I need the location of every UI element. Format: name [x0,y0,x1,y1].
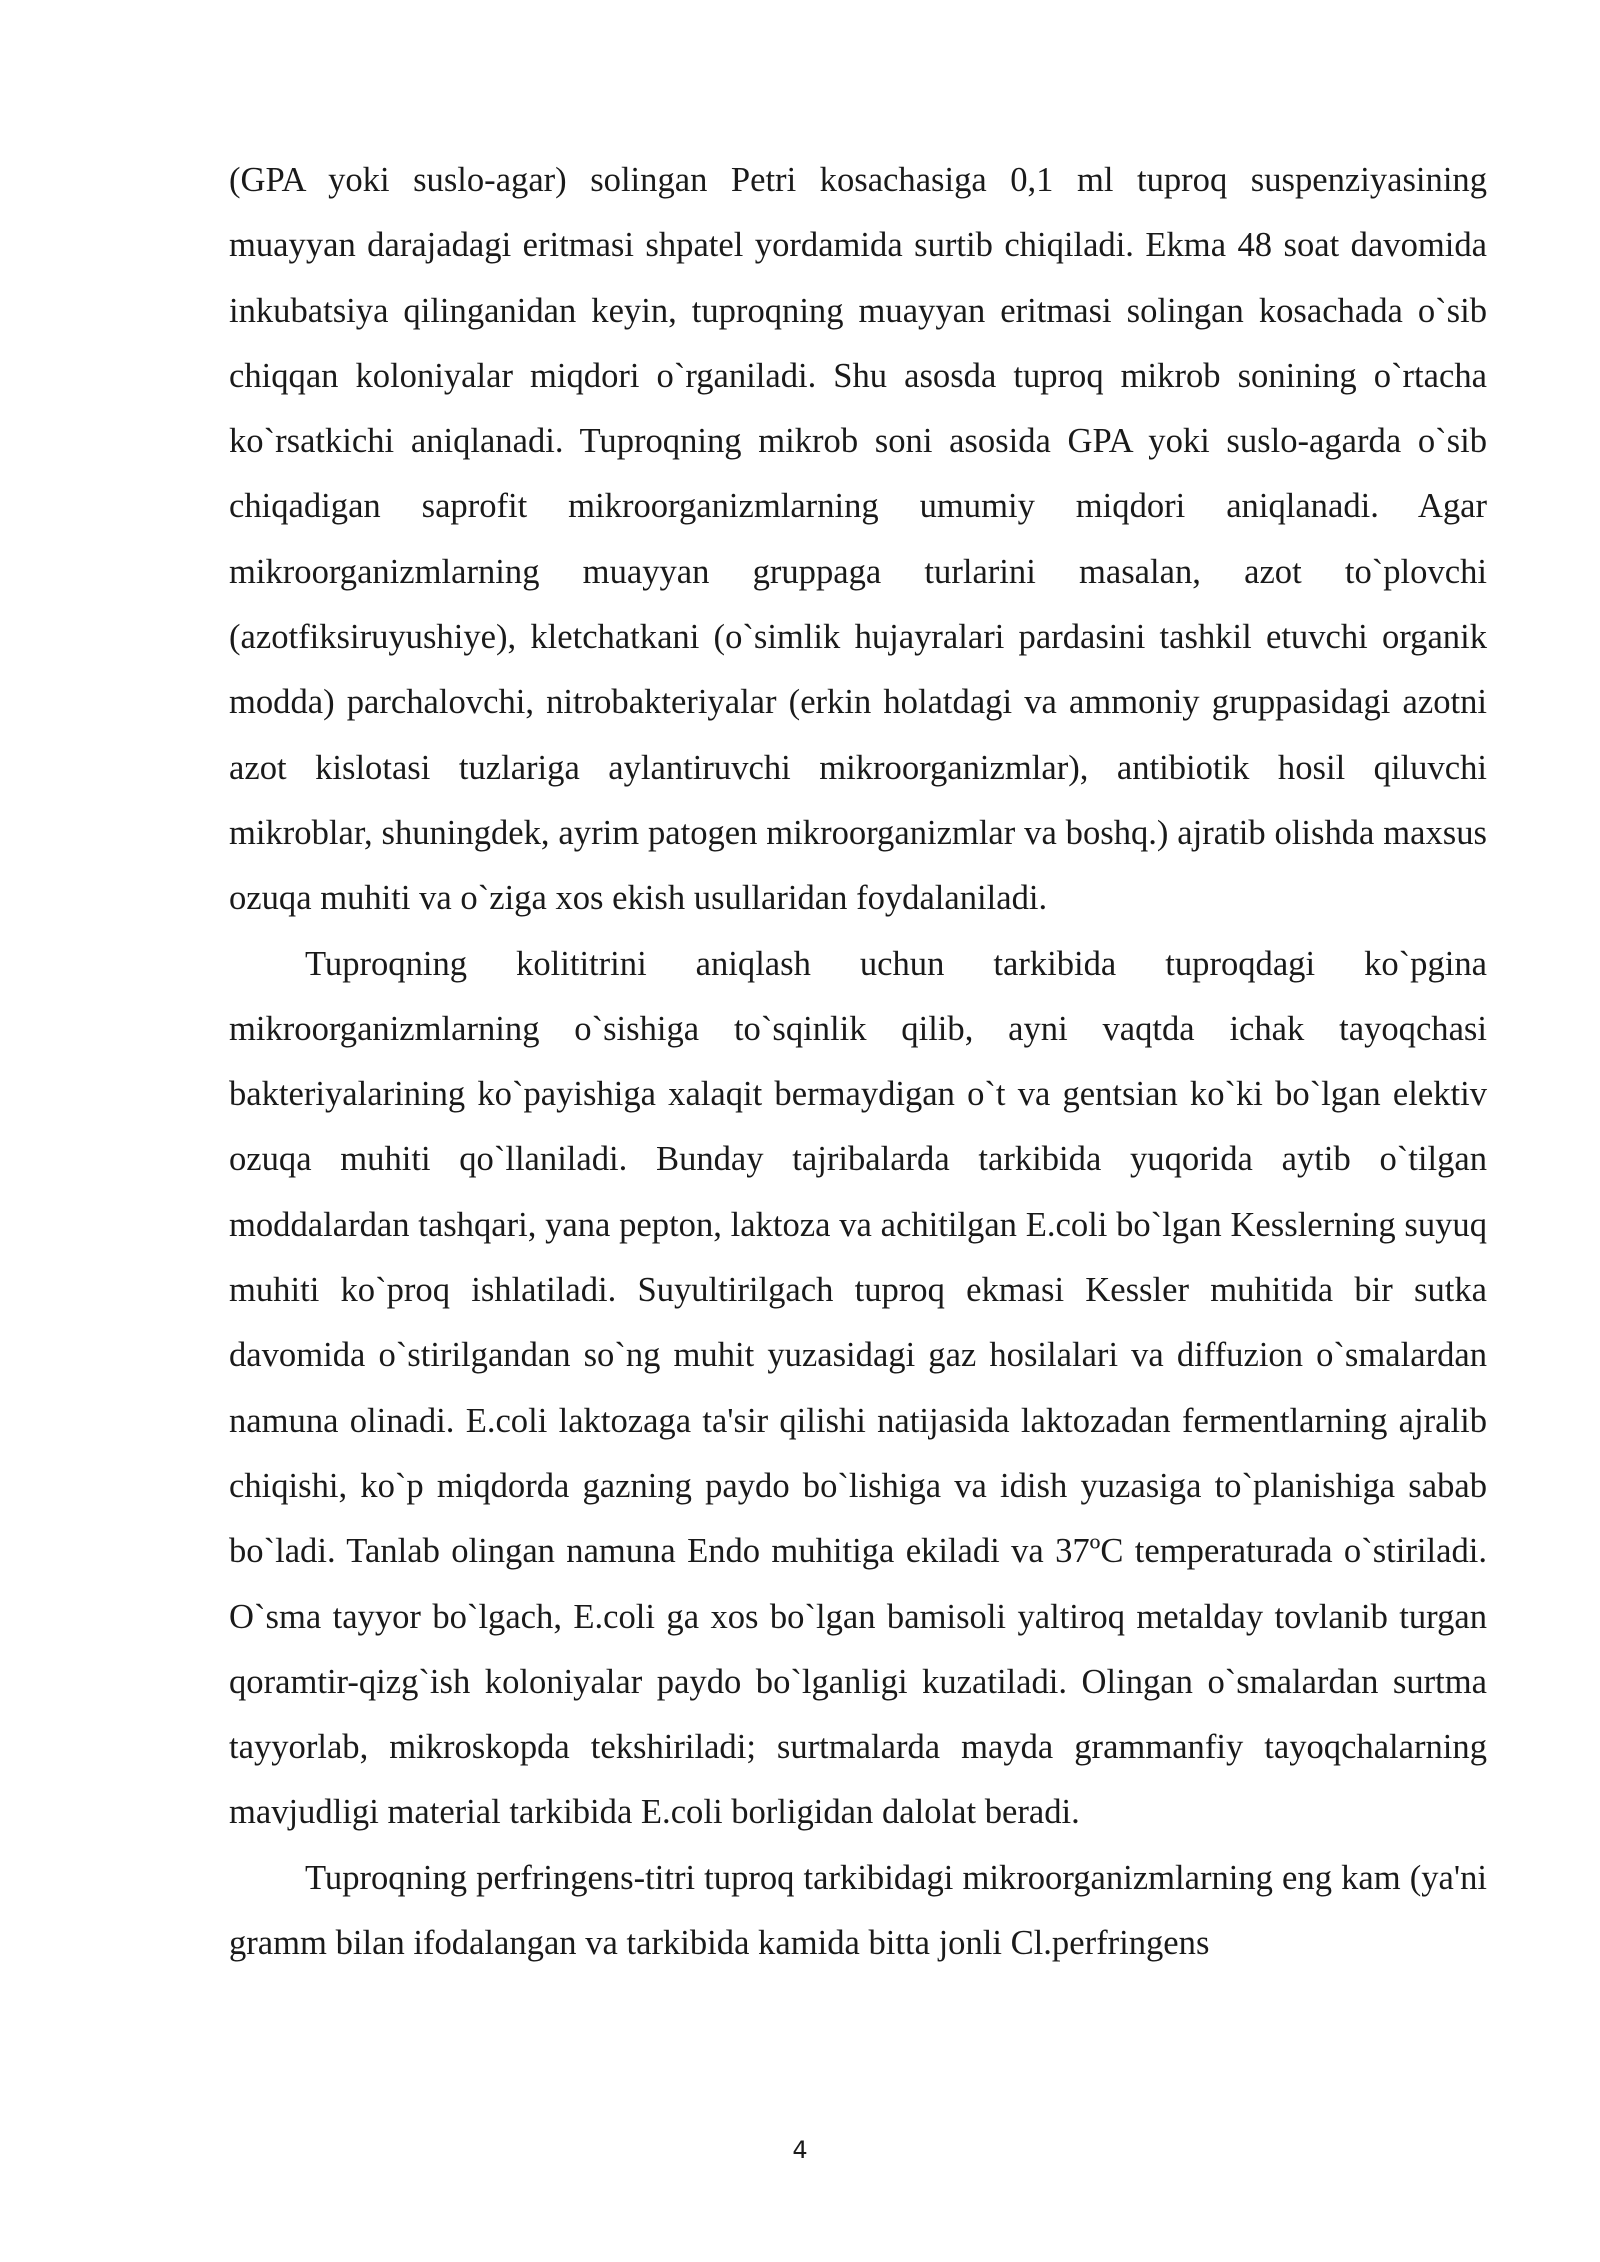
paragraph-3: Tuproqning perfringens-titri tuproq tarkibidagi mikroorganizmlarning eng kam (ya'ni gramm bilan ifodalangan va tarkibida kamida bitta jonli Cl.perfringens [229,1858,1487,1963]
page-number: 4 [792,2136,808,2164]
body-text [229,148,1487,1976]
paragraph-2: Tuproqning kolititrini aniqlash uchun tarkibida tuproqdagi ko`pgina mikroorganizmlarning o`sishiga to`sqinlik qilib, ayni vaqtda ichak tayoqchasi bakteriyalarining ko`payishiga xalaqit bermaydigan o`t va gentsian ko`ki bo`lgan elektiv ozuqa muhiti qo`llaniladi. Bunday tajribalarda tarkibida yuqorida aytib o`tilgan moddalardan tashqari, yana pepton, laktoza va achitilgan E.coli bo`lgan Kesslerning suyuq muhiti ko`proq ishlatiladi. Suyultirilgach tuproq ekmasi Kessler muhitida bir sutka davomida o`stirilgandan so`ng muhit yuzasidagi gaz hosilalari va diffuzion o`smalardan namuna olinadi. E.coli laktozaga ta'sir qilishi natijasida laktozadan fermentlarning ajralib chiqishi, ko`p miqdorda gazning paydo bo`lishiga va idish yuzasiga to`planishiga sabab bo`ladi. Tanlab olingan namuna Endo muhitiga ekiladi va 37ºC temperaturada o`stiriladi. O`sma tayyor bo`lgach, E.coli ga xos bo`lgan bamisoli yaltiroq metalday tovlanib turgan qoramtir-qizg`ish koloniyalar paydo bo`lganligi kuzatiladi. Olingan o`smalardan surtma tayyorlab, mikroskopda tekshiriladi; surtmalarda mayda grammanfiy tayoqchalarning mavjudligi material tarkibida E.coli borligidan dalolat beradi. [229,944,1487,1832]
paragraph-1: (GPA yoki suslo-agar) solingan Petri kosachasiga 0,1 ml tuproq suspenziyasining muayyan darajadagi eritmasi shpatel yordamida surtib chiqiladi. Ekma 48 soat davomida inkubatsiya qilinganidan keyin, tuproqning muayyan eritmasi solingan kosachada o`sib chiqqan koloniyalar miqdori o`rganiladi. Shu asosda tuproq mikrob sonining o`rtacha ko`rsatkichi aniqlanadi. Tuproqning mikrob soni asosida GPA yoki suslo-agarda o`sib chiqadigan saprofit mikroorganizmlarning umumiy miqdori aniqlanadi. Agar mikroorganizmlarning muayyan gruppaga turlarini masalan, azot to`plovchi (azotfiksiruyushiye), kletchatkani (o`simlik hujayralari pardasini tashkil etuvchi organik modda) parchalovchi, nitrobakteriyalar (erkin holatdagi va ammoniy gruppasidagi azotni azot kislotasi tuzlariga aylantiruvchi mikroorganizmlar), antibiotik hosil qiluvchi mikroblar, shuningdek, ayrim patogen mikroorganizmlar va boshq.) ajratib olishda maxsus ozuqa muhiti va o`ziga xos ekish usullaridan foydalaniladi. [229,161,1487,918]
